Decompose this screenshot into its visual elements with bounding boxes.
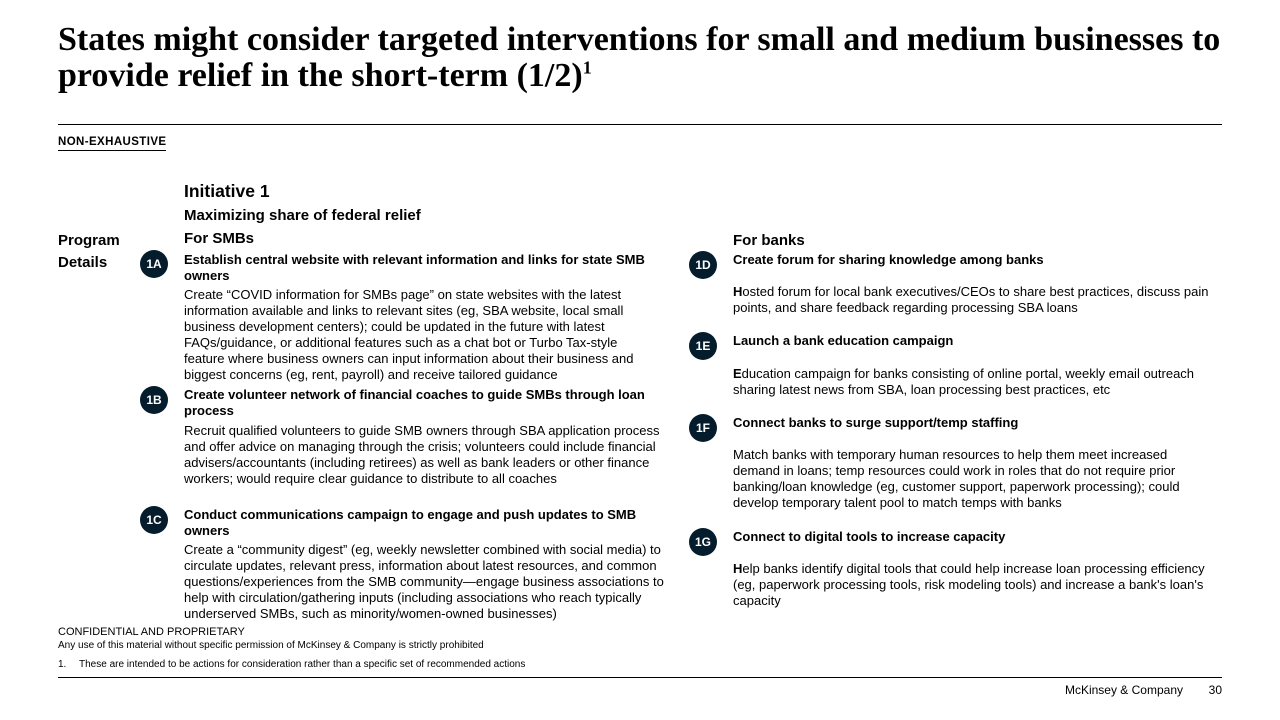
badge-1d: 1D: [689, 251, 717, 279]
item-1f-title: Connect banks to surge support/temp staffing: [733, 415, 1019, 430]
slide-title: [58, 22, 1228, 94]
initiative-label: Initiative 1: [184, 181, 270, 201]
badge-1a: 1A: [140, 250, 168, 278]
item-1g-body-initial: H: [733, 561, 743, 576]
item-1d-body: [733, 284, 1222, 316]
item-1c-body: Create a “community digest” (eg, weekly newsletter combined with social media) to circulate updates, relevant press, information about latest resources, and common questions/experiences from the SMB community—engage business associations to help with circulation/gathering inputs (including associations who reach typically underserved SMBs, such as minority/women-owned businesses): [184, 542, 664, 621]
item-1e-body-text: ducation campaign for banks consisting of online portal, weekly email outreach sharing latest news from SBA, loan processing best practices, etc: [733, 366, 1195, 397]
item-1g-body-text: elp banks identify digital tools that could help increase loan processing efficiency (eg, paperwork processing tools, risk modeling tools) and increase a bank's loan's capacity: [733, 561, 1205, 608]
item-1c-title: Conduct communications campaign to engage and push updates to SMB owners: [184, 507, 637, 538]
item-1a-title: Establish central website with relevant information and links for state SMB owners: [184, 252, 645, 283]
item-1b-title: Create volunteer network of financial coaches to guide SMBs through loan process: [184, 387, 645, 418]
item-1b-body: Recruit qualified volunteers to guide SMB owners through SBA application process and offer advice on managing through the crisis; volunteers could include financial advisers/accountants (including retirees) as well as bank leaders or other finance workers; would require clear guidance to distribute to all coaches: [184, 423, 660, 486]
footer-divider: [58, 677, 1222, 678]
badge-1g: 1G: [689, 528, 717, 556]
badge-1e: 1E: [689, 332, 717, 360]
confidential-label: CONFIDENTIAL AND PROPRIETARY: [58, 626, 245, 638]
item-1g-body: [733, 561, 1222, 609]
title-divider: [58, 124, 1222, 125]
slide-title-text: States might consider targeted interventions for small and medium businesses to provide relief in the short-term (1/2): [58, 21, 1221, 94]
program-details-label: [58, 230, 120, 274]
footnote-number: 1.: [58, 659, 67, 670]
title-footnote-mark: 1: [582, 57, 592, 78]
footnote-text: These are intended to be actions for consideration rather than a specific set of recommended actions: [79, 659, 526, 670]
confidential-note: Any use of this material without specific permission of McKinsey & Company is strictly prohibited: [58, 640, 484, 651]
item-1e-body-initial: E: [733, 366, 742, 381]
footnote: [58, 659, 525, 670]
item-1e-title: Launch a bank education campaign: [733, 333, 954, 348]
program-label: Program: [58, 232, 120, 249]
item-1e-body: [733, 366, 1222, 398]
item-1d-body-initial: H: [733, 284, 743, 299]
badge-1f: 1F: [689, 414, 717, 442]
item-1d-title: Create forum for sharing knowledge among banks: [733, 252, 1044, 267]
page-number: 30: [1208, 683, 1222, 697]
initiative-subtitle: Maximizing share of federal relief: [184, 207, 421, 224]
item-1g-title: Connect to digital tools to increase capacity: [733, 529, 1006, 544]
column-header-smbs: For SMBs: [184, 230, 255, 247]
item-1a-body: Create “COVID information for SMBs page” on state websites with the latest information available and links to relevant sites (eg, SBA website, local small business development centers); could be updated in the future with latest FAQs/guidance, or additional features such as a chat bot or Turbo Tax-style feature where business owners can input information about their business and biggest concerns (eg, rent, payroll) and receive tailored guidance: [184, 287, 634, 382]
badge-1c: 1C: [140, 506, 168, 534]
brand-name: McKinsey & Company: [1064, 683, 1183, 697]
non-exhaustive-tag: NON-EXHAUSTIVE: [58, 136, 166, 151]
item-1f-body: Match banks with temporary human resources to help them meet increased demand in loans; temp resources could work in roles that do not require prior banking/loan knowledge (eg, customer support, paperwork processing); could develop temporary talent pool to match temps with banks: [733, 447, 1180, 510]
details-label: Details: [58, 254, 108, 271]
column-header-banks: For banks: [733, 232, 805, 249]
item-1d-body-text: osted forum for local bank executives/CEOs to share best practices, discuss pain points, and share feedback regarding processing SBA loans: [733, 284, 1209, 315]
badge-1b: 1B: [140, 386, 168, 414]
